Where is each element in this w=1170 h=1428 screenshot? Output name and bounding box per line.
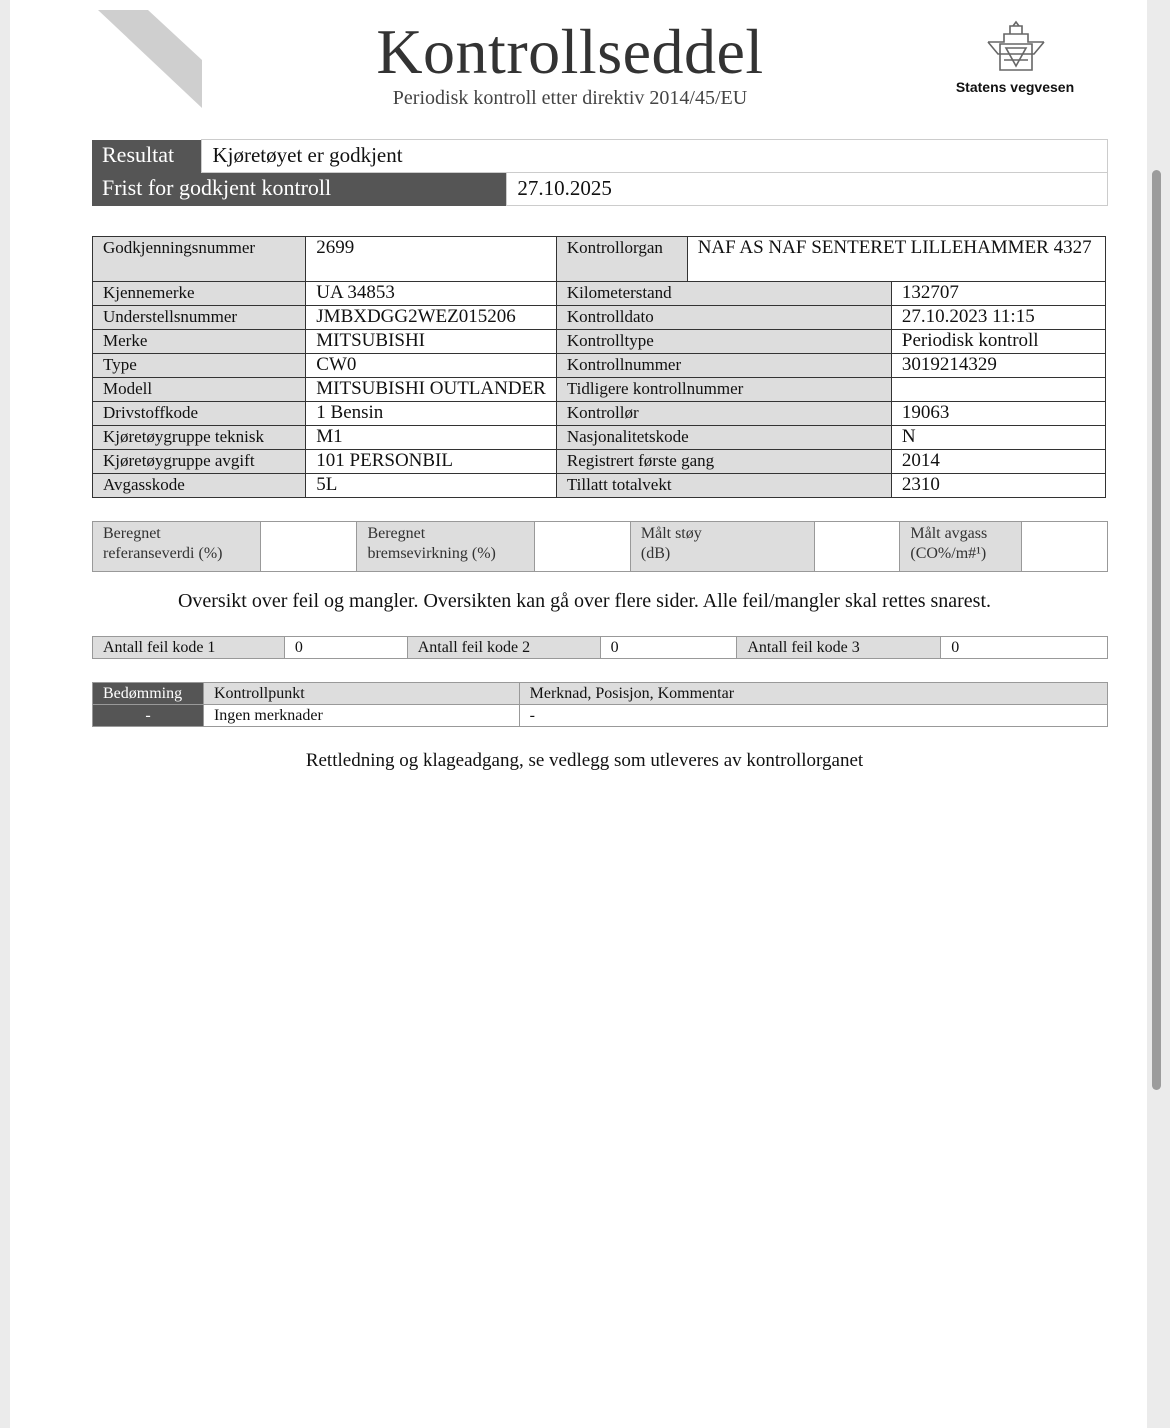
checkpoint-value: Ingen merknader <box>203 705 519 727</box>
assessment-column-header: Bedømming <box>93 683 204 705</box>
info-row <box>93 378 1106 402</box>
faults-notice: Oversikt over feil og mangler. Oversikten kan gå over flere sider. Alle feil/mangler skal rettes snarest. <box>177 590 992 612</box>
result-value: Kjøretøyet er godkjent <box>202 140 1108 173</box>
fault-count-value: 0 <box>941 637 1108 659</box>
info-row <box>93 426 1106 450</box>
info-left-value: CW0 <box>306 354 557 378</box>
fault-count-table <box>92 636 1108 659</box>
info-right-value <box>891 378 1105 402</box>
info-row <box>93 354 1106 378</box>
checkpoint-column-header: Kontrollpunkt <box>203 683 519 705</box>
document-title: Kontrollseddel <box>376 16 764 87</box>
inspection-body-label: Kontrollorgan <box>556 237 687 282</box>
assessment-header-row <box>93 683 1108 705</box>
info-right-value: 27.10.2023 11:15 <box>891 306 1105 330</box>
info-left-label: Drivstoffkode <box>93 402 306 426</box>
info-right-value: 2014 <box>891 450 1105 474</box>
measurement-label-line1: Målt støy <box>640 525 702 542</box>
page-corner-fold-icon <box>98 10 202 108</box>
measurement-label <box>357 522 535 572</box>
document-subtitle: Periodisk kontroll etter direktiv 2014/45/EU <box>392 87 748 109</box>
deadline-label: Frist for godkjent kontroll <box>92 173 507 206</box>
measurement-label-line2: (CO%/m#¹) <box>910 545 987 562</box>
info-left-label: Merke <box>93 330 306 354</box>
remark-value: - <box>519 705 1107 727</box>
measurement-value <box>260 522 356 572</box>
info-left-label: Modell <box>93 378 306 402</box>
approval-number-value: 2699 <box>306 237 557 282</box>
statens-vegvesen-logo-icon <box>982 20 1050 74</box>
inspection-body-value: NAF AS NAF SENTERET LILLEHAMMER 4327 <box>687 237 1105 282</box>
measurement-label-line1: Målt avgass <box>910 525 988 542</box>
info-left-label: Kjøretøygruppe avgift <box>93 450 306 474</box>
info-right-value: Periodisk kontroll <box>891 330 1105 354</box>
measurement-label <box>630 522 815 572</box>
scrollbar[interactable] <box>1152 170 1161 1090</box>
info-row <box>93 330 1106 354</box>
fault-count-row <box>93 637 1108 659</box>
approval-row <box>93 237 1106 282</box>
deadline-row <box>92 173 1108 206</box>
assessment-value: - <box>93 705 204 727</box>
measurement-label <box>900 522 1022 572</box>
assessment-row <box>93 705 1108 727</box>
vehicle-info-table <box>92 236 1106 498</box>
measurement-label-line1: Beregnet <box>367 525 426 542</box>
measurement-label <box>93 522 261 572</box>
info-right-label: Registrert første gang <box>556 450 891 474</box>
remark-column-header: Merknad, Posisjon, Kommentar <box>519 683 1107 705</box>
info-right-label: Tidligere kontrollnummer <box>556 378 891 402</box>
measurement-value <box>815 522 900 572</box>
info-right-label: Kontrollnummer <box>556 354 891 378</box>
info-left-value: 5L <box>306 474 557 498</box>
footer-note: Rettledning og klageadgang, se vedlegg som utleveres av kontrollorganet <box>305 750 864 771</box>
info-left-label: Kjøretøygruppe teknisk <box>93 426 306 450</box>
info-left-value: MITSUBISHI OUTLANDER <box>306 378 557 402</box>
info-left-value: JMBXDGG2WEZ015206 <box>306 306 557 330</box>
measurement-label-line2: (dB) <box>640 545 671 562</box>
info-row <box>93 282 1106 306</box>
info-row <box>93 450 1106 474</box>
info-right-label: Kontrolltype <box>556 330 891 354</box>
info-right-label: Tillatt totalvekt <box>556 474 891 498</box>
info-right-label: Kontrolldato <box>556 306 891 330</box>
approval-number-label: Godkjenningsnummer <box>93 237 306 282</box>
info-row <box>93 306 1106 330</box>
info-row <box>93 474 1106 498</box>
info-right-value: 19063 <box>891 402 1105 426</box>
info-left-value: MITSUBISHI <box>306 330 557 354</box>
fault-count-value: 0 <box>600 637 737 659</box>
info-left-value: 101 PERSONBIL <box>306 450 557 474</box>
fault-count-value: 0 <box>284 637 407 659</box>
result-table <box>92 139 1108 206</box>
info-right-value: 3019214329 <box>891 354 1105 378</box>
brand-name: Statens vegvesen <box>955 79 1075 95</box>
result-row <box>92 140 1108 173</box>
fault-count-label: Antall feil kode 2 <box>407 637 600 659</box>
measurements-table <box>92 521 1108 572</box>
measurement-label-line1: Beregnet <box>103 525 161 542</box>
info-left-value: M1 <box>306 426 557 450</box>
measurement-value <box>535 522 631 572</box>
fault-count-label: Antall feil kode 3 <box>737 637 941 659</box>
info-left-label: Avgasskode <box>93 474 306 498</box>
measurement-label-line2: bremsevirkning (%) <box>367 545 496 562</box>
info-right-label: Kilometerstand <box>556 282 891 306</box>
info-right-label: Nasjonalitetskode <box>556 426 891 450</box>
deadline-value: 27.10.2025 <box>507 173 1108 206</box>
measurements-row <box>93 522 1108 572</box>
info-left-label: Kjennemerke <box>93 282 306 306</box>
info-right-value: N <box>891 426 1105 450</box>
result-label: Resultat <box>92 140 202 173</box>
info-right-value: 2310 <box>891 474 1105 498</box>
fault-count-label: Antall feil kode 1 <box>93 637 285 659</box>
info-row <box>93 402 1106 426</box>
assessment-table <box>92 682 1108 727</box>
info-left-value: 1 Bensin <box>306 402 557 426</box>
info-left-label: Understellsnummer <box>93 306 306 330</box>
info-right-label: Kontrollør <box>556 402 891 426</box>
measurement-value <box>1022 522 1108 572</box>
measurement-label-line2: referanseverdi (%) <box>103 545 223 562</box>
info-right-value: 132707 <box>891 282 1105 306</box>
info-left-label: Type <box>93 354 306 378</box>
info-left-value: UA 34853 <box>306 282 557 306</box>
